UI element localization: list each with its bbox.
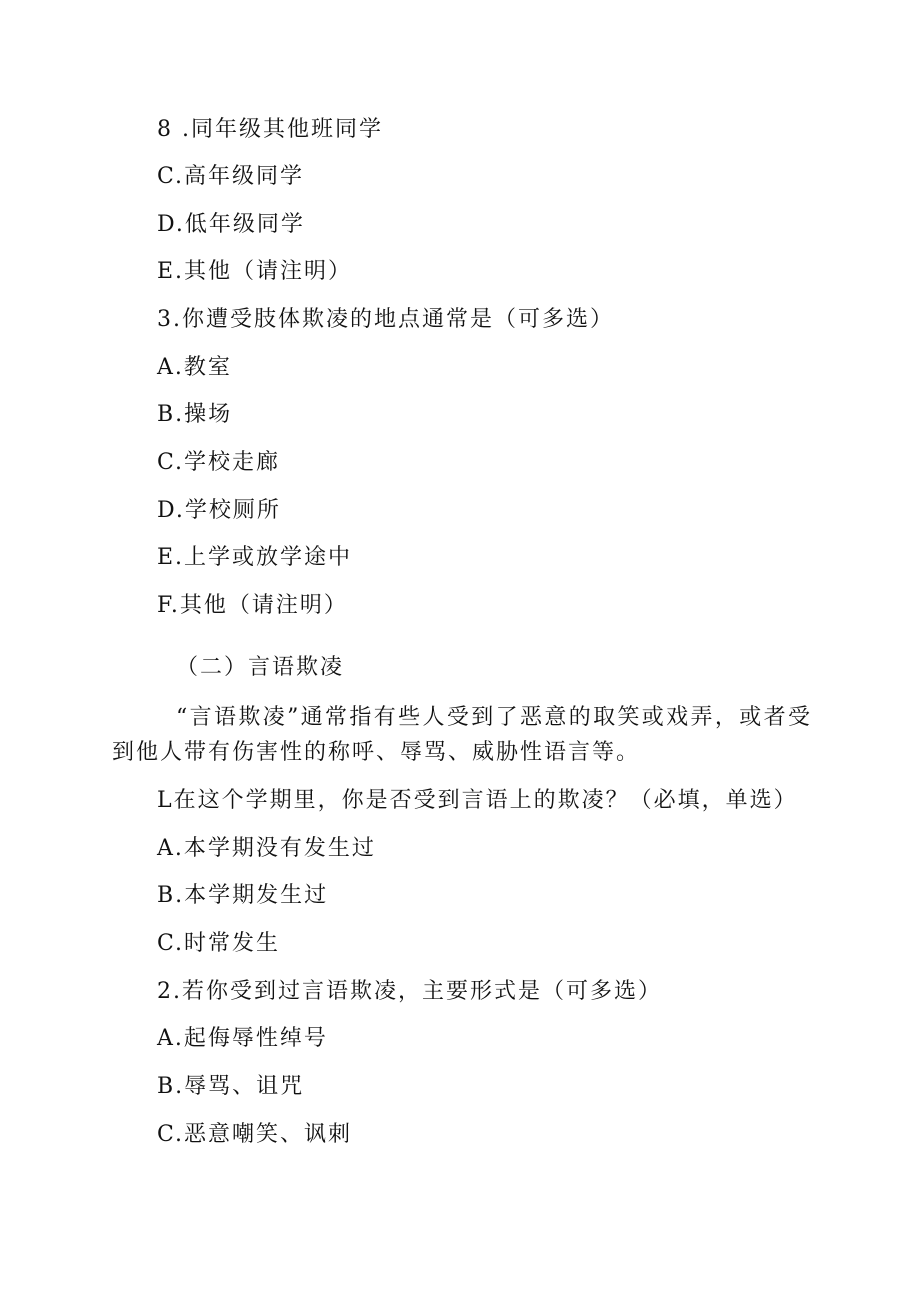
option-line: A.本学期没有发生过	[157, 836, 376, 861]
option-line: A.起侮辱性绰号	[157, 1026, 328, 1051]
section-heading: （二）言语欺凌	[176, 655, 345, 680]
option-line: E.其他（请注明）	[157, 259, 353, 284]
option-line: C.高年级同学	[157, 164, 305, 189]
option-line: B.辱骂、诅咒	[157, 1074, 305, 1099]
question-line: 2.若你受到过言语欺凌，主要形式是（可多选）	[157, 979, 662, 1004]
definition-paragraph: “言语欺凌”通常指有些人受到了恶意的取笑或戏弄，或者受到他人带有伤害性的称呼、辱骂、威胁性语言等。	[112, 705, 812, 765]
option-line: C.恶意嘲笑、讽刺	[157, 1122, 353, 1147]
option-line: C.学校走廊	[157, 450, 281, 475]
option-line: E.上学或放学途中	[157, 545, 353, 570]
option-line: B.操场	[157, 402, 233, 427]
question-line: L在这个学期里，你是否受到言语上的欺凌？（必填，单选）	[157, 788, 798, 813]
option-line: B.本学期发生过	[157, 883, 329, 908]
option-line: 8 .同年级其他班同学	[157, 117, 383, 142]
option-line: C.时常发生	[157, 931, 281, 956]
option-line: D.低年级同学	[157, 212, 305, 237]
question-line: 3.你遭受肢体欺凌的地点通常是（可多选）	[157, 307, 614, 332]
option-line: D.学校厕所	[157, 498, 281, 523]
option-line: F.其他（请注明）	[157, 593, 348, 618]
option-line: A.教室	[157, 355, 232, 380]
